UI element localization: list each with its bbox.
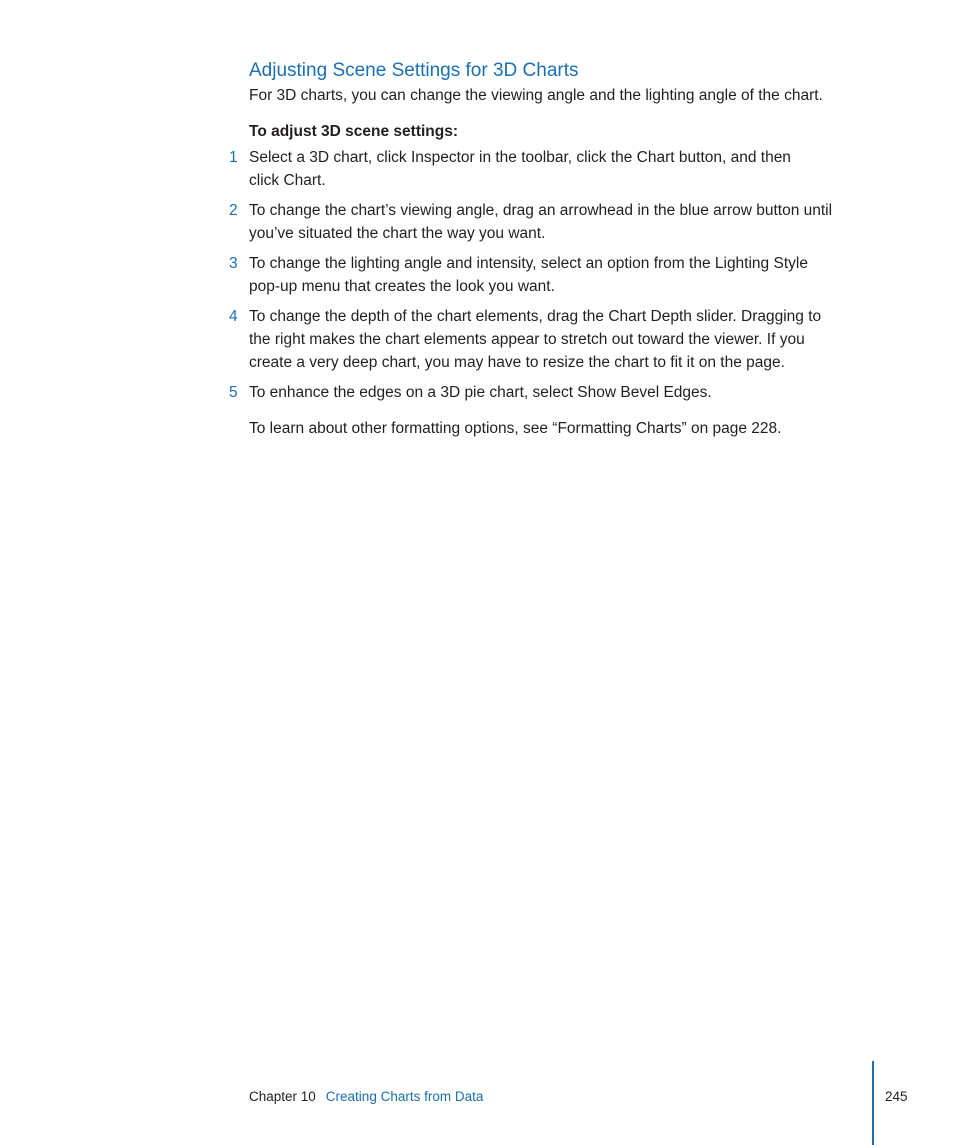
step-line: the right makes the chart elements appear to stretch out toward the viewer. If you (249, 331, 805, 348)
step-line: To change the chart’s viewing angle, drag an arrowhead in the blue arrow button until (249, 202, 833, 219)
step-line: you’ve situated the chart the way you want. (249, 225, 546, 242)
step-number: 4 (229, 308, 238, 325)
step-number: 1 (229, 149, 238, 166)
step-number: 3 (229, 255, 238, 272)
footer-divider (872, 1061, 874, 1145)
step-text (249, 252, 874, 298)
step-text (249, 305, 874, 374)
step-line: click Chart. (249, 172, 326, 189)
step-line: To change the depth of the chart elements, drag the Chart Depth slider. Dragging to (249, 308, 822, 325)
task-heading: To adjust 3D scene settings: (249, 123, 459, 140)
chapter-title: Creating Charts from Data (325, 1089, 484, 1104)
step-number: 5 (229, 384, 238, 401)
step-text (249, 381, 874, 404)
step-text (249, 199, 874, 245)
formatting-note: To learn about other formatting options, see “Formatting Charts” on page 228. (249, 420, 782, 437)
step-line: To enhance the edges on a 3D pie chart, select Show Bevel Edges. (249, 384, 712, 401)
step-line: create a very deep chart, you may have to resize the chart to fit it on the page. (249, 354, 785, 371)
chapter-label: Chapter 10 (249, 1089, 316, 1104)
step-number: 2 (229, 202, 238, 219)
page-number: 245 (885, 1089, 908, 1104)
step-text (249, 146, 874, 192)
step-line: pop-up menu that creates the look you want. (249, 278, 555, 295)
step-line: To change the lighting angle and intensity, select an option from the Lighting Style (249, 255, 808, 272)
step-line: Select a 3D chart, click Inspector in the toolbar, click the Chart button, and then (249, 149, 791, 166)
footer-chapter (249, 1088, 483, 1106)
intro-paragraph: For 3D charts, you can change the viewing angle and the lighting angle of the chart. (249, 87, 823, 104)
section-title: Adjusting Scene Settings for 3D Charts (249, 60, 579, 81)
